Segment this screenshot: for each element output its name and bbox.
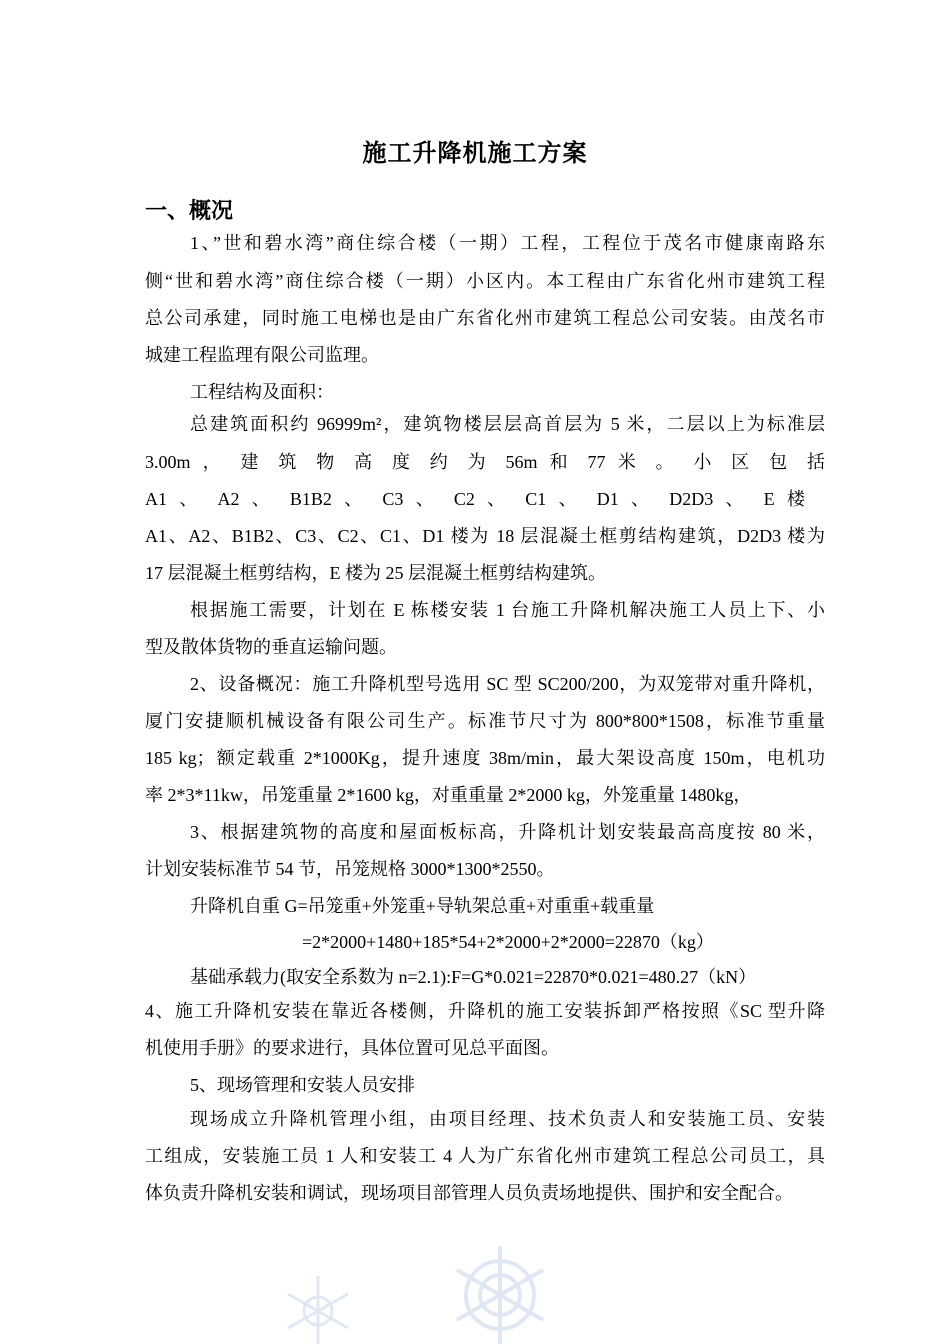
paragraph-line: 计划安装标准节 54 节，吊笼规格 3000*1300*2550。 (145, 859, 555, 879)
snowflake-watermark-icon (280, 1270, 356, 1344)
paragraph-line: 城建工程监理有限公司监理。 (145, 345, 379, 365)
paragraph-line: 4、施工升降机安装在靠近各楼侧，升降机的施工安装拆卸严格按照《SC 型升降 (145, 1001, 825, 1021)
paragraph-line: 型及散体货物的垂直运输问题。 (145, 637, 397, 657)
paragraph-line: A1、A2、B1B2、C3、C2、C1、D1 楼为 18 层混凝土框剪结构建筑，D2D3 楼为 (145, 526, 825, 546)
paragraph-line: 3.00m ， 建 筑 物 高 度 约 为 56m 和 77 米 。 小 区 包 括 (145, 452, 825, 472)
paragraph-line: 侧“世和碧水湾”商住综合楼（一期）小区内。本工程由广东省化州市建筑工程 (145, 271, 825, 291)
paragraph-line: 185 kg；额定载重 2*1000Kg，提升速度 38m/min，最大架设高度 150m，电机功 (145, 748, 825, 768)
paragraph-line: 总建筑面积约 96999m²，建筑物楼层层高首层为 5 米，二层以上为标准层 (190, 414, 825, 434)
paragraph-line: A1 、 A2 、 B1B2 、 C3 、 C2 、 C1 、 D1 、 D2D3 、 E 楼 (145, 489, 805, 509)
paragraph-line: 根据施工需要，计划在 E 栋楼安装 1 台施工升降机解决施工人员上下、小 (190, 600, 825, 620)
paragraph-line: 1、”世和碧水湾”商住综合楼（一期）工程，工程位于茂名市健康南路东 (190, 233, 825, 253)
paragraph-line: 现场成立升降机管理小组，由项目经理、技术负责人和安装施工员、安装 (190, 1109, 825, 1129)
formula-line: 基础承载力(取安全系数为 n=2.1):F=G*0.021=22870*0.021=480.27（kN） (190, 967, 757, 987)
paragraph-line: 17 层混凝土框剪结构，E 楼为 25 层混凝土框剪结构建筑。 (145, 563, 606, 583)
paragraph-line: 体负责升降机安装和调试，现场项目部管理人员负责场地提供、围护和安全配合。 (145, 1183, 793, 1203)
formula-line: 升降机自重 G=吊笼重+外笼重+导轨架总重+对重重+载重量 (190, 896, 655, 916)
paragraph-line: 工程结构及面积： (190, 382, 334, 402)
paragraph-line: 5、现场管理和安装人员安排 (190, 1075, 415, 1095)
paragraph-line: 3、根据建筑物的高度和屋面板标高，升降机计划安装最高高度按 80 米， (190, 822, 825, 842)
paragraph-line: 厦门安捷顺机械设备有限公司生产。标准节尺寸为 800*800*1508，标准节重量 (145, 711, 825, 731)
document-title: 施工升降机施工方案 (362, 141, 588, 167)
section-heading: 一、概况 (145, 198, 234, 223)
snowflake-watermark-icon (445, 1240, 555, 1344)
paragraph-line: 工组成，安装施工员 1 人和安装工 4 人为广东省化州市建筑工程总公司员工，具 (145, 1146, 825, 1166)
paragraph-line: 2、设备概况：施工升降机型号选用 SC 型 SC200/200，为双笼带对重升降机， (190, 674, 826, 694)
paragraph-line: 总公司承建，同时施工电梯也是由广东省化州市建筑工程总公司安装。由茂名市 (145, 308, 825, 328)
paragraph-line: 机使用手册》的要求进行，具体位置可见总平面图。 (145, 1038, 559, 1058)
formula-line: =2*2000+1480+185*54+2*2000+2*2000=22870（kg） (302, 932, 714, 952)
paragraph-line: 率 2*3*11kw，吊笼重量 2*1600 kg，对重重量 2*2000 kg，外笼重量 1480kg， (145, 785, 752, 805)
